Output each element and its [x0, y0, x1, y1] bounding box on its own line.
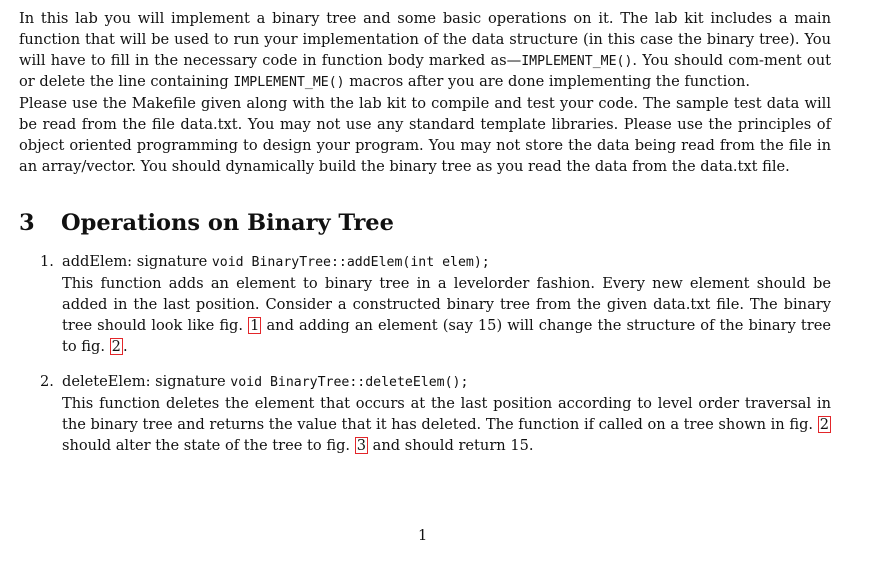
intro-text-1: In this lab you will implement a binary tree and some basic operations on it. The lab kit includes a main function that will be used to run your implementation of the data structure (in this case the binary tree). You will have to fill in the necessary code in function body marked as— [19, 10, 831, 69]
figure-reference-link[interactable]: 2 [819, 415, 829, 433]
list-label: 1. [40, 253, 54, 271]
operation-item-deleteelem [19, 372, 831, 456]
section-number: 3 [19, 210, 35, 237]
operation-description-cont: should alter the state of the tree to fig. [62, 436, 355, 454]
intro-text-3: macros after you are done implementing the function. [344, 73, 751, 91]
operation-item-addelem [19, 252, 831, 357]
operation-name: addElem: signature [62, 253, 212, 271]
operation-name: deleteElem: signature [62, 373, 231, 391]
figure-reference-link[interactable]: 1 [250, 316, 260, 334]
section-title: Operations on Binary Tree [61, 210, 394, 237]
intro-text-2: . You should com-ment out or delete the line containing [19, 51, 831, 91]
operation-description-cont: and adding an element (say 15) will change the structure of the binary tree to fig. [62, 316, 831, 355]
figure-reference-link[interactable]: 3 [356, 436, 366, 454]
list-label: 2. [40, 373, 54, 391]
document-page [19, 9, 831, 457]
operations-list [19, 252, 831, 456]
operation-description-end: . [122, 337, 128, 355]
makefile-paragraph: Please use the Makefile given along with the lab kit to compile and test your code. The sample test data will be read from the file data.txt. You may not use any standard template libraries. Please use the principles of object oriented programming to design your program. You may not store the data being read from the file in an array/vector. You should dynamically build the binary tree as you read the data from the data.txt file. [19, 95, 831, 175]
operation-description: This function adds an element to binary tree in a levelorder fashion. Every new element should be added in the last position. Consider a constructed binary tree from the given data.txt file. The binary tree should look like fig. [62, 275, 831, 334]
intro-paragraph [19, 9, 831, 94]
section-heading [19, 209, 831, 237]
operation-signature: void BinaryTree::addElem(int elem); [211, 255, 490, 271]
page-number: 1 [418, 527, 428, 544]
implement-me-macro-2: IMPLEMENT_ME() [233, 75, 345, 91]
implement-me-macro: IMPLEMENT_ME() [521, 53, 633, 69]
operation-description-end: and should return 15. [368, 436, 534, 454]
operation-signature: void BinaryTree::deleteElem(); [230, 375, 469, 391]
operation-description: This function deletes the element that occurs at the last position according to level order traversal in the binary tree and returns the value that it has deleted. The function if called on a tree shown in fig. [62, 395, 831, 433]
figure-reference-link[interactable]: 2 [111, 337, 121, 355]
